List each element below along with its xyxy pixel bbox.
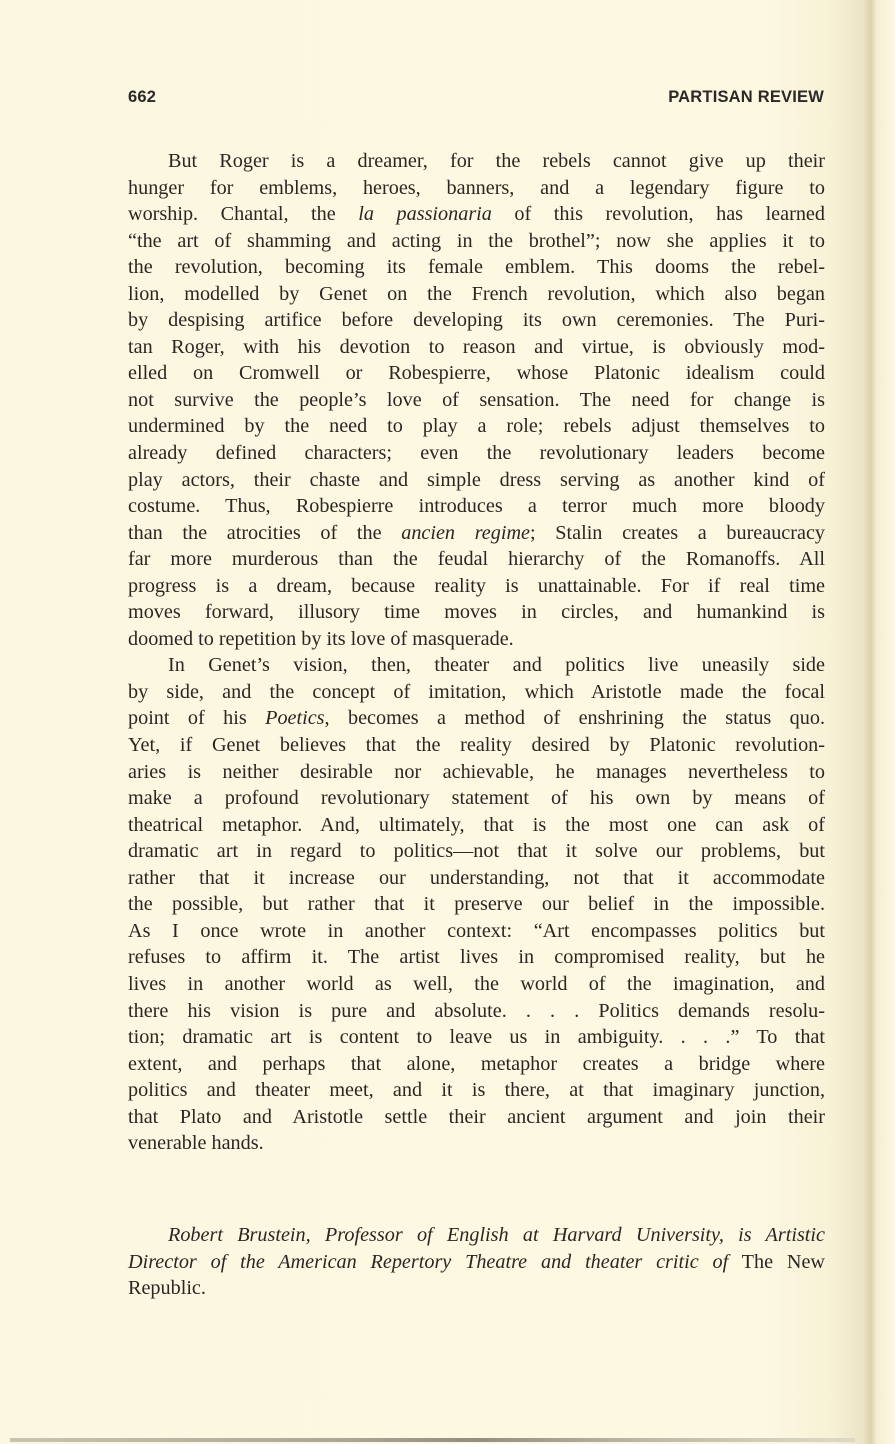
- text-run: already defined characters; even the revolutionary leaders become: [128, 442, 825, 465]
- text-line: [128, 201, 825, 228]
- text-run: the revolution, becoming its female emblem. This dooms the rebel-: [128, 256, 825, 279]
- text-line: [128, 652, 825, 679]
- italic-text: la passionaria: [358, 203, 492, 226]
- text-line: [128, 148, 825, 175]
- text-run: the possible, but rather that it preserve our belief in the impossible.: [128, 893, 825, 916]
- text-run: worship. Chantal, the: [128, 203, 359, 226]
- text-run: “the art of shamming and acting in the brothel”; now she applies it to: [128, 229, 825, 252]
- text-line: [128, 998, 825, 1025]
- text-run: elled on Cromwell or Robespierre, whose Platonic idealism could: [128, 362, 825, 385]
- text-run: that Plato and Aristotle settle their ancient argument and join their: [128, 1105, 825, 1128]
- text-line: [128, 1222, 825, 1249]
- text-line: [128, 732, 825, 759]
- text-run: undermined by the need to play a role; rebels adjust themselves to: [128, 415, 825, 438]
- text-line: [128, 759, 825, 786]
- text-line: [128, 1249, 825, 1276]
- text-line: [128, 1275, 825, 1302]
- text-run: tion; dramatic art is content to leave us in ambiguity. . . .” To that: [128, 1026, 825, 1049]
- italic-text: Poetics: [265, 707, 325, 730]
- text-line: [128, 599, 825, 626]
- text-run: rather that it increase our understanding, not that it accommodate: [128, 866, 825, 889]
- text-run: The New: [728, 1250, 826, 1273]
- text-run: extent, and perhaps that alone, metaphor creates a bridge where: [128, 1052, 825, 1075]
- text-run: dramatic art in regard to politics—not that it solve our problems, but: [128, 840, 825, 863]
- text-line: [128, 387, 825, 414]
- text-run: ; Stalin creates a bureaucracy: [530, 521, 826, 544]
- text-run: by despising artifice before developing its own ceremonies. The Puri-: [128, 309, 825, 332]
- text-run: than the atrocities of the: [128, 521, 402, 544]
- journal-title: PARTISAN REVIEW: [668, 88, 824, 106]
- text-line: [128, 679, 825, 706]
- text-run: of this revolution, has learned: [491, 203, 825, 226]
- text-run: In Genet’s vision, then, theater and politics live uneasily side: [168, 654, 825, 677]
- text-line: [128, 175, 825, 202]
- text-run: by side, and the concept of imitation, which Aristotle made the focal: [128, 680, 825, 703]
- running-head: [128, 88, 824, 112]
- paragraph: [128, 652, 825, 1156]
- text-line: [128, 307, 825, 334]
- text-line: [128, 254, 825, 281]
- text-run: venerable hands.: [128, 1132, 264, 1155]
- text-line: [128, 626, 825, 653]
- text-run: theatrical metaphor. And, ultimately, that is the most one can ask of: [128, 813, 825, 836]
- text-line: [128, 413, 825, 440]
- text-run: politics and theater meet, and it is there, at that imaginary junction,: [128, 1079, 825, 1102]
- text-line: [128, 891, 825, 918]
- text-run: But Roger is a dreamer, for the rebels cannot give up their: [168, 150, 825, 172]
- text-run: , becomes a method of enshrining the status quo.: [324, 707, 826, 730]
- text-line: [128, 573, 825, 600]
- italic-text: Robert Brustein, Professor of English at Harvard University, is Artistic: [168, 1224, 825, 1246]
- text-line: [128, 865, 825, 892]
- paragraph: [128, 148, 825, 652]
- text-run: Republic.: [128, 1277, 206, 1299]
- text-run: point of his: [128, 707, 266, 730]
- text-line: [128, 467, 825, 494]
- text-run: there his vision is pure and absolute. . . . Politics demands resolu-: [128, 999, 825, 1022]
- author-bio: [128, 1222, 825, 1302]
- text-line: [128, 785, 825, 812]
- text-run: not survive the people’s love of sensation. The need for change is: [128, 388, 825, 411]
- text-run: aries is neither desirable nor achievable, he manages nevertheless to: [128, 760, 825, 783]
- text-run: lives in another world as well, the world of the imagination, and: [128, 972, 825, 995]
- text-run: moves forward, illusory time moves in circles, and humankind is: [128, 601, 825, 624]
- text-line: [128, 546, 825, 573]
- text-line: [128, 705, 825, 732]
- text-line: [128, 1051, 825, 1078]
- page-bottom-edge: [10, 1438, 855, 1442]
- italic-text: Director of the American Repertory Theatre and theater critic of: [128, 1250, 729, 1273]
- text-run: make a profound revolutionary statement of his own by means of: [128, 787, 825, 810]
- text-line: [128, 281, 825, 308]
- text-line: [128, 838, 825, 865]
- article-body: [128, 148, 825, 1157]
- text-run: refuses to affirm it. The artist lives in compromised reality, but he: [128, 946, 825, 969]
- text-line: [128, 918, 825, 945]
- text-run: As I once wrote in another context: “Art encompasses politics but: [128, 919, 825, 942]
- text-line: [128, 520, 825, 547]
- text-run: far more murderous than the feudal hierarchy of the Romanoffs. All: [128, 548, 825, 571]
- text-run: hunger for emblems, heroes, banners, and a legendary figure to: [128, 176, 825, 199]
- text-run: Yet, if Genet believes that the reality desired by Platonic revolution-: [128, 734, 825, 757]
- text-run: tan Roger, with his devotion to reason and virtue, is obviously mod-: [128, 335, 825, 358]
- text-line: [128, 971, 825, 998]
- text-line: [128, 1024, 825, 1051]
- italic-text: ancien regime: [401, 521, 531, 544]
- text-line: [128, 1104, 825, 1131]
- text-run: progress is a dream, because reality is unattainable. For if real time: [128, 574, 825, 597]
- text-line: [128, 360, 825, 387]
- text-run: play actors, their chaste and simple dress serving as another kind of: [128, 468, 825, 491]
- text-run: lion, modelled by Genet on the French revolution, which also began: [128, 282, 825, 305]
- text-run: doomed to repetition by its love of masquerade.: [128, 627, 514, 650]
- page-number: 662: [128, 88, 157, 106]
- text-line: [128, 1130, 825, 1157]
- text-line: [128, 334, 825, 361]
- text-line: [128, 440, 825, 467]
- text-line: [128, 493, 825, 520]
- text-line: [128, 812, 825, 839]
- text-run: costume. Thus, Robespierre introduces a terror much more bloody: [128, 495, 825, 518]
- text-line: [128, 228, 825, 255]
- text-line: [128, 944, 825, 971]
- text-line: [128, 1077, 825, 1104]
